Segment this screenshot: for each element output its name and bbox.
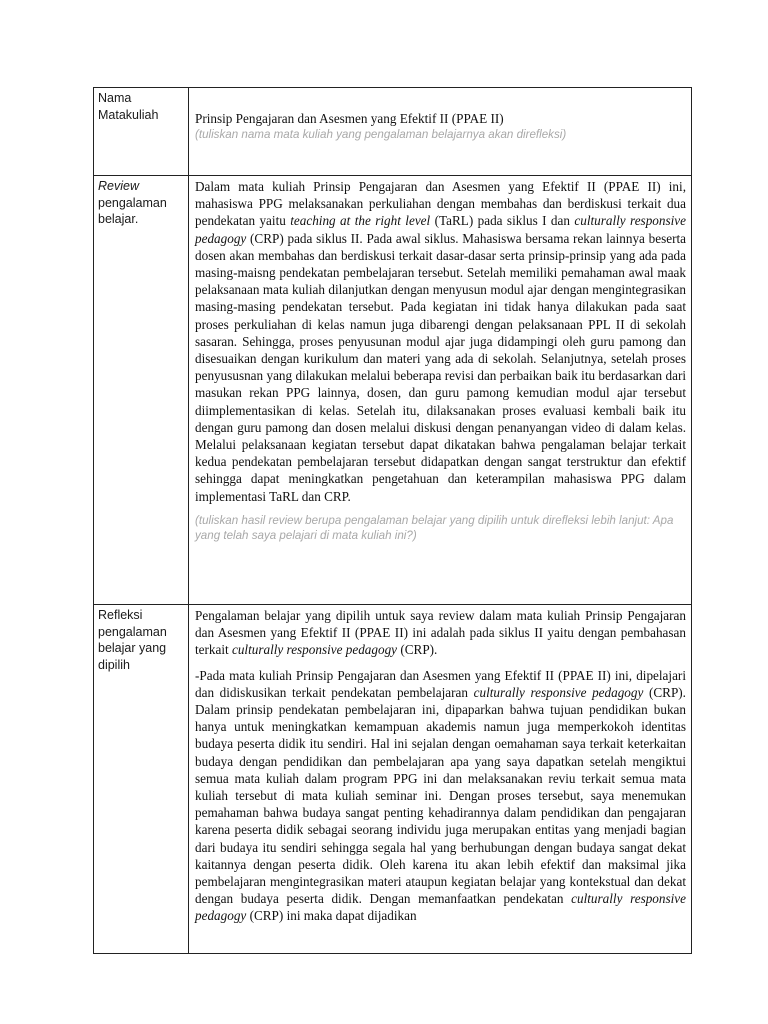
course-name-hint: (tuliskan nama mata kuliah yang pengalaman belajarnya akan direfleksi) [195,128,567,142]
reflection-term-crp: culturally responsive pedagogy [473,684,644,700]
reflection-text: (CRP) ini maka dapat dijadikan [246,908,417,924]
label-line: dipilih [98,657,130,672]
review-text: Dalam mata kuliah Prinsip Pengajaran dan Asesmen yang Efektif II (PPAE II) ini, mahasiswa PPG melaksanakan perkuliahan dengan membahas dan berdiskusi terkait dua pendekatan yaitu [195,179,686,229]
review-term-crp: culturally responsive pedagogy [195,213,686,246]
reflection-text: (CRP). [397,642,438,658]
reflection-term-crp: culturally responsive pedagogy [195,891,686,924]
course-name-cell [189,88,692,176]
review-text: (CRP) pada siklus II. Pada awal siklus. Mahasiswa bersama rekan lainnya beserta dosen akan membahas dan berdiskusi terkait dasar-dasar serta prinsip-prinsip yang ada pada masing-maisng pendekatan pembelajaran tersebut. Setelah memiliki pemahaman awal maak pelaksanaan mata kuliah dilanjutkan dengan menyusun modul ajar dengan mengintegrasikan masing-masing pendekatan tersebut. Pada kegiatan ini tidak hanya dilakukan pada saat proses perkuliahan di kelas namun juga dibarengi dengan pelaksanaan PPL II di sekolah sasaran. Sehingga, proses penyusunan modul ajar juga didampingi oleh guru pamong dan disesuaikan dengan kurikulum dan materi yang ada di sekolah. Selanjutnya, setelah proses penyususnan yang dilakukan melalui beberapa revisi dan perbaikan baik itu berdasarkan dari masukan rekan PPG lainnya, dosen, dan guru pamong kemudian modul ajar tersebut diimplementasikan di kelas. Setelah itu, dilaksanakan proses evaluasi kembali baik itu dengan guru pamong dan dosen melalui diskusi dengan penanyangan video di dalam kelas. Melalui pelaksanaan kegiatan tersebut dapat dikatakan bahwa pengalaman belajar terkait kedua pendekatan pembelajaran tersebut didapatkan dengan sangat terstruktur dan efektif sehingga dapat meningkatkan pengetahuan dan keterampilan mahasiswa PPG dalam implementasi TaRL dan CRP. [195,230,686,504]
label-review [94,176,189,605]
label-line-italic: Review [98,179,139,193]
reflection-text: (CRP). Dalam prinsip pendekatan pembelajaran ini, dipaparkan bahwa tujuan pendidikan bukan hanya untuk meningkatkan kemampuan akademis namun juga memperkokoh identitas budaya peserta didik itu sendiri. Hal ini sejalan dengan oemahaman saya terkait keterkaitan budaya dengan pendidikan dan pembelajaran apa yang saya dapatkan setelah mengiktui semua mata kuliah dalam program PPG ini dan melaksanakan reviu terkait semua mata kuliah tersebut di mata kuliah seminar ini. Dengan proses tersebut, saya menemukan pemahaman bahwa budaya sangat penting kehadirannya dalam pendidikan dan pengajaran karena peserta didik sebagai seorang individu juga merupakan entitas yang menjadi bagian dari budaya itu sendiri sehingga segala hal yang berhubungan dengan budaya sangat dekat kaitannya dengan peserta didik. Oleh karena itu akan lebih efektif dan maksimal jika pembelajaran mengintegrasikan materi ataupun kegiatan belajar yang kontekstual dan dekat dengan budaya peserta didik. Dengan memanfaatkan pendekatan [195,684,686,907]
label-line: Refleksi [98,608,143,622]
reflection-paragraph-1 [195,607,686,659]
reflection-table [93,87,692,954]
review-term-tarl: teaching at the right level [290,213,431,229]
label-line: belajar. [98,212,139,226]
table-row-course-name [94,88,692,176]
reflection-term-crp: culturally responsive pedagogy [231,642,398,658]
review-text: (TaRL) pada siklus I dan [430,213,575,229]
reflection-cell [189,605,692,954]
review-hint: (tuliskan hasil review berupa pengalaman belajar yang dipilih untuk direfleksi lebih lanjut: Apa yang telah saya pelajari di mata kuliah ini?) [195,513,674,543]
label-reflection [94,605,189,954]
review-paragraph [195,178,686,505]
label-line: pengalaman [98,624,167,639]
table-row-reflection [94,605,692,954]
label-line: belajar yang [98,641,167,655]
label-line: Matakuliah [98,107,159,122]
label-line: Nama [98,91,132,105]
label-course-name [94,88,189,176]
label-line: pengalaman [98,195,167,210]
course-title: Prinsip Pengajaran dan Asesmen yang Efektif II (PPAE II) [195,111,504,126]
review-cell [189,176,692,605]
reflection-text: Pengalaman belajar yang dipilih untuk saya review dalam mata kuliah Prinsip Pengajaran dan Asesmen yang Efektif II (PPAE II) ini adalah pada siklus II yaitu dengan pembahasan terkait [195,608,686,658]
table-row-review [94,176,692,605]
reflection-text: -Pada mata kuliah Prinsip Pengajaran dan Asesmen yang Efektif II (PPAE II) ini, dipelajari dan didiskusikan terkait pendekatan pembelajaran [195,667,686,700]
reflection-paragraph-2 [195,667,686,925]
